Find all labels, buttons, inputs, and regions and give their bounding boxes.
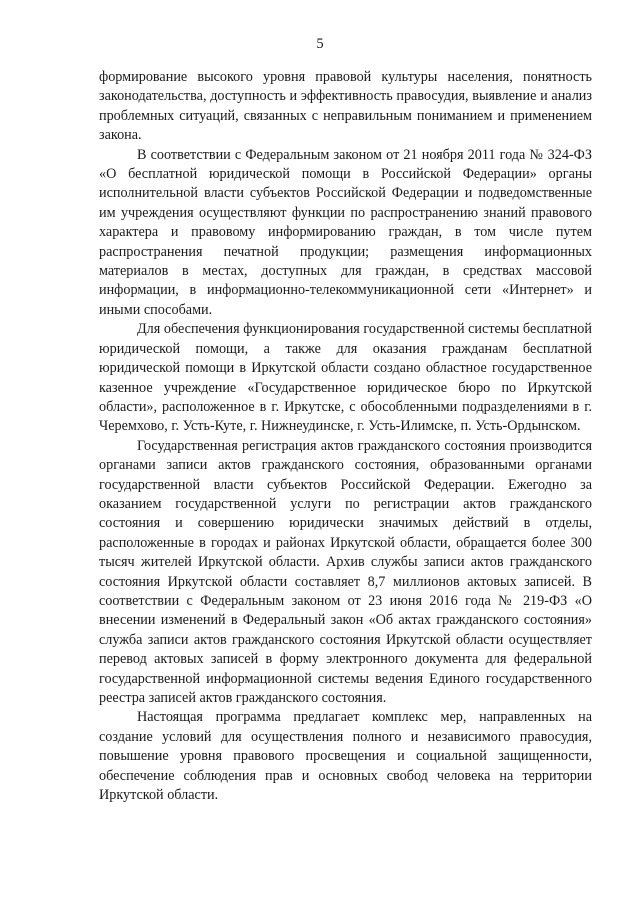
body-text <box>99 68 592 805</box>
paragraph-civil-registration: Государственная регистрация актов гражданского состояния производится органами записи актов гражданского состояния, образованными органами государственной власти субъектов Российской Федерации. Ежегодно за оказанием государственной услуги по регистрации актов гражданского состояния и совершению юридически значимых действий в отделы, расположенные в городах и районах Иркутской области, обращается более 300 тысяч жителей Иркутской области. Архив службы записи актов гражданского состояния Иркутской области составляет 8,7 миллионов актовых записей. В соответствии с Федеральным законом от 23 июня 2016 года № 219-ФЗ «О внесении изменений в Федеральный закон «Об актах гражданского состояния» служба записи актов гражданского состояния Иркутской области осуществляет перевод актовых записей в форму электронного документа для федеральной государственной информационной системы ведения Единого государственного реестра записей актов гражданского состояния. <box>99 437 592 706</box>
paragraph-program-measures: Настоящая программа предлагает комплекс мер, направленных на создание условий для осуществления полного и независимого правосудия, повышение уровня правового просвещения и социальной защищенности, обеспечение соблюдения прав и основных свобод человека на территории Иркутской области. <box>99 709 592 804</box>
paragraph-continuation: формирование высокого уровня правовой культуры населения, понятность законодательства, доступность и эффективность правосудия, выявление и анализ проблемных ситуаций, связанных с неправильным пониманием и применением закона. <box>99 69 592 144</box>
paragraph-free-legal-aid-law: В соответствии с Федеральным законом от 21 ноября 2011 года № 324-ФЗ «О бесплатной юридической помощи в Российской Федерации» органы исполнительной власти субъектов Российской Федерации и подведомственные им учреждения осуществляют функции по распространению знаний правового характера и правовому информированию граждан, в том числе путем распространения печатной продукции; размещения информационных материалов в местах, доступных для граждан, в средствах массовой информации, в информационно-телекоммуникационной сети «Интернет» и иными способами. <box>99 146 592 318</box>
paragraph-legal-bureau: Для обеспечения функционирования государственной системы бесплатной юридической помощи, а также для оказания гражданам бесплатной юридической помощи в Иркутской области создано областное государственное казенное учреждение «Государственное юридическое бюро по Иркутской области», расположенное в г. Иркутске, с обособленными подразделениями в г. Черемхово, г. Усть-Куте, г. Нижнеудинске, г. Усть-Илимске, п. Усть-Ордынском. <box>99 321 592 435</box>
page-number: 5 <box>316 36 324 52</box>
